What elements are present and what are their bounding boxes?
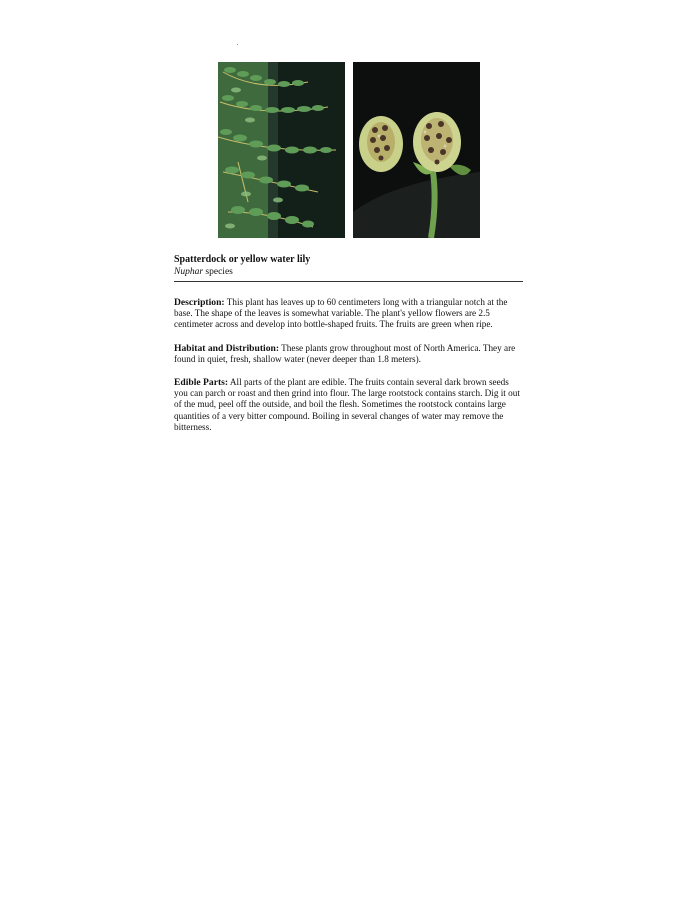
description-text: This plant has leaves up to 60 centimeters long with a triangular notch at the base. The shape of the leaves is somewhat variable. The plant's yellow flowers are 2.5 centimeter across and develop into bottle-shaped fruits. The fruits are green when ripe. [174, 297, 508, 330]
habitat-section [174, 343, 524, 365]
plant-common-name: Spatterdock or yellow water lily [174, 254, 311, 265]
habitat-text: These plants grow throughout most of North America. They are found in quiet, fresh, shallow water (never deeper than 1.8 meters). [174, 343, 516, 365]
scan-speck [237, 44, 238, 45]
plant-genus: Nuphar [174, 267, 204, 277]
plant-scientific-name [174, 266, 522, 278]
description-label: Description: [174, 297, 225, 308]
edible-parts-section [174, 377, 524, 433]
plant-title-block [174, 254, 522, 278]
fruits-photo [353, 62, 480, 238]
leaves-photo [218, 62, 345, 238]
edible-parts-label: Edible Parts: [174, 377, 229, 388]
title-divider [174, 281, 523, 282]
description-section [174, 297, 524, 331]
fruits-illustration [353, 62, 480, 238]
leaves-illustration [218, 62, 345, 238]
plant-genus-suffix: species [205, 267, 233, 277]
habitat-label: Habitat and Distribution: [174, 343, 280, 354]
edible-parts-text: All parts of the plant are edible. The fruits contain several dark brown seeds you can parch or roast and then grind into flour. The large rootstock contains starch. Dig it out of the mud, peel off the outside, and boil the flesh. Sometimes the rootstock contains large quantities of a very bitter compound. Boiling in several changes of water may remove the bitterness. [174, 377, 520, 432]
